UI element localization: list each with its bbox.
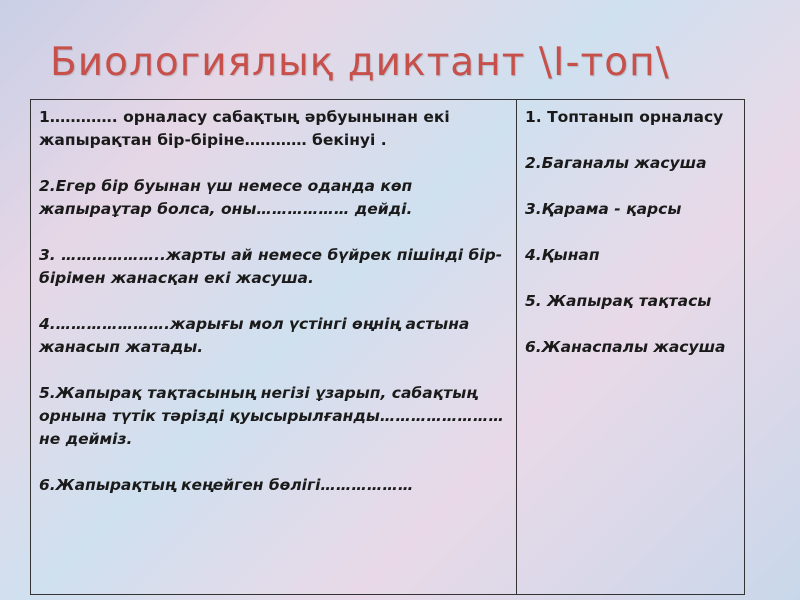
question-item: 6.Жапырақтың кеңейген бөлігі……………… [39,476,414,494]
question-item: 4.………………….жарығы мол үстінгі өңнің астына жанасып жатады. [39,315,470,356]
answer-item: 4.Қынап [525,246,600,264]
answer-item: 3.Қарама - қарсы [525,200,682,218]
answer-item: 1. Топтанып орналасу [525,108,724,126]
question-item: 2.Егер бір буынан үш немесе оданда көп жапыраұтар болса, оны……………… дейді. [39,177,413,218]
question-item: 3. ………………..жарты ай немесе бүйрек пішінді бір-бірімен жанасқан екі жасуша. [39,246,503,287]
answers-column [517,100,744,594]
answer-item: 5. Жапырақ тақтасы [525,292,712,310]
page-title: Биологиялық диктант \I-топ\ [50,40,670,85]
question-item: 5.Жапырақ тақтасының негізі ұзарып, сабақтың орнына түтік тәрізді қуысырылғанды…………………… не дейміз. [39,384,504,448]
question-item: 1…………. орналасу сабақтың әрбуынынан екі жапырақтан бір-біріне………… бекінуі . [39,108,450,149]
answer-item: 2.Баганалы жасуша [525,154,707,172]
questions-column [31,100,517,594]
answer-item: 6.Жанаспалы жасуша [525,338,726,356]
dictation-table [30,99,745,595]
